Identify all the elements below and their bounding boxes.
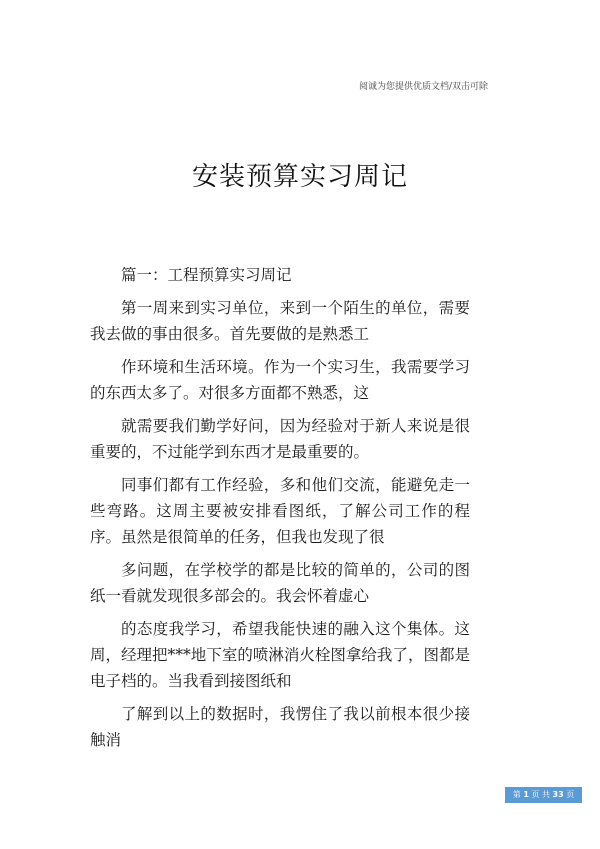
- header-note: 阅诚为您提供优质文档/双击可除: [358, 82, 488, 92]
- page-suffix: 页: [566, 790, 575, 799]
- paragraph: 第一周来到实习单位，来到一个陌生的单位，需要我去做的事由很多。首先要做的是熟悉工: [90, 299, 470, 343]
- paragraph: 作环境和生活环境。作为一个实习生，我需要学习的东西太多了。对很多方面都不熟悉，这: [90, 358, 470, 402]
- document-title: 安装预算实习周记: [191, 162, 408, 193]
- page-number-footer: [505, 787, 582, 803]
- total-pages-number: 33: [552, 790, 564, 799]
- paragraph: 就需要我们勤学好问，因为经验对于新人来说是很重要的，不过能学到东西才是最重要的。: [90, 417, 470, 461]
- paragraph: 的态度我学习，希望我能快速的融入这个集体。这周，经理把***地下室的喷淋消火栓图拿给我了，图都是电子档的。当我看到接图纸和: [90, 620, 470, 690]
- current-page-number: 1: [523, 790, 529, 799]
- document-body: [90, 262, 470, 760]
- page-prefix: 第: [512, 790, 521, 799]
- paragraph: 了解到以上的数据时，我愣住了我以前根本很少接触消: [90, 705, 470, 749]
- paragraph: 同事们都有工作经验，多和他们交流，能避免走一些弯路。这周主要被安排看图纸，了解公司工作的程序。虽然是很简单的任务，但我也发现了很: [90, 476, 470, 546]
- page-middle: 页 共: [531, 790, 550, 799]
- paragraph: 多问题，在学校学的都是比较的简单的，公司的图纸一看就发现很多部会的。我会怀着虚心: [90, 561, 470, 605]
- paragraph: 篇一：工程预算实习周记: [121, 266, 292, 284]
